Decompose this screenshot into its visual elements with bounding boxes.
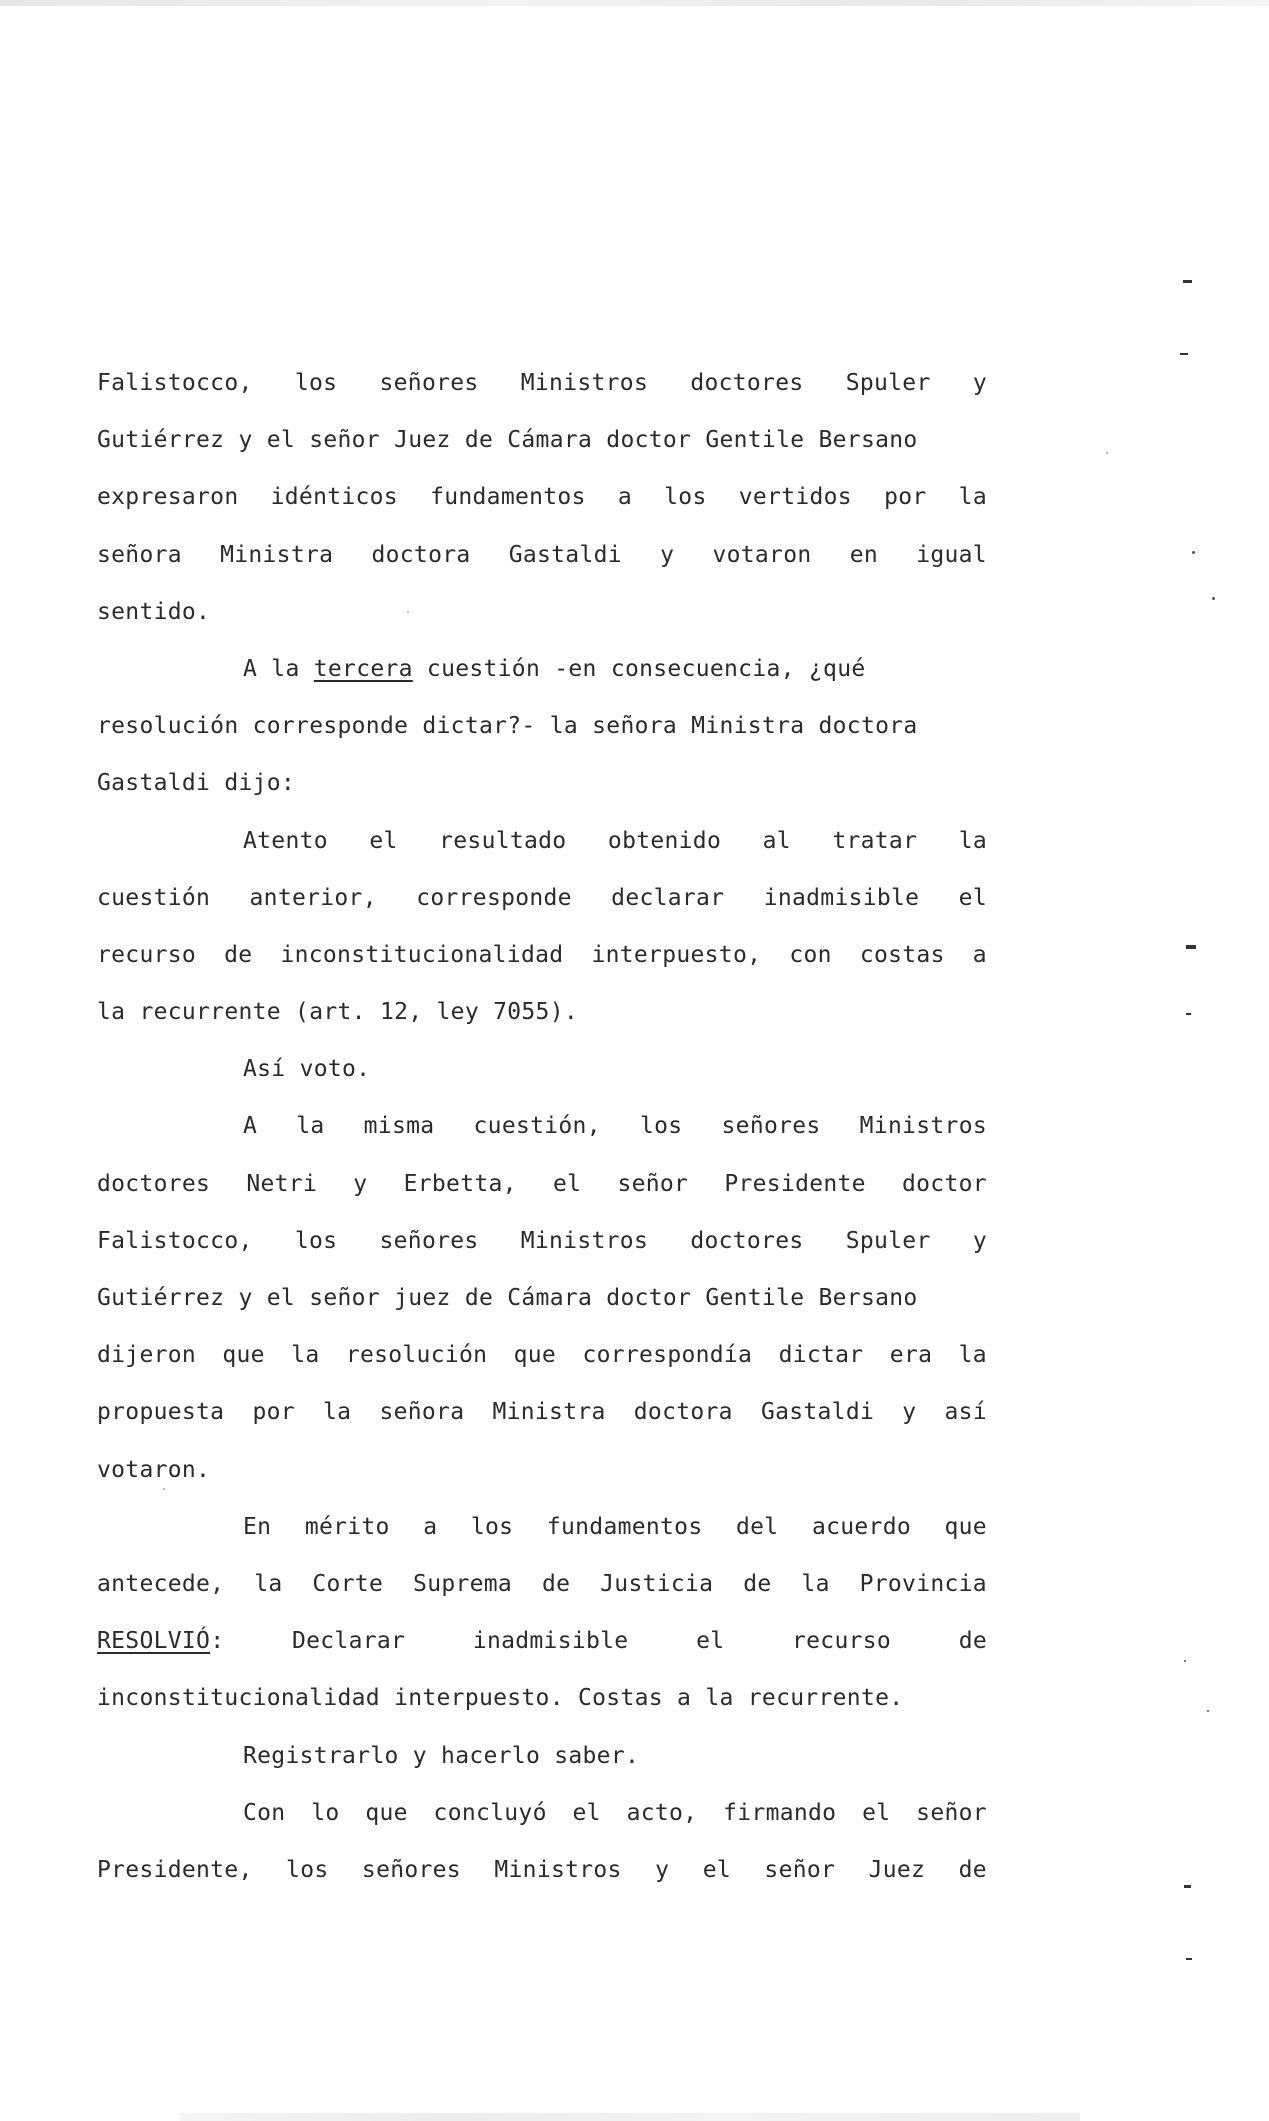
word: recurso [97,941,197,968]
word: la [323,1399,352,1426]
margin-mark [1186,945,1196,949]
word: propuesta [97,1399,225,1426]
body-line: la recurrente (art. 12, ley 7055). [97,999,579,1026]
word: acuerdo [811,1513,911,1540]
word: Ministros [520,370,649,396]
word: Ministra [220,541,334,568]
word: que [513,1342,557,1369]
word: y [972,1227,987,1254]
word: Falistocco, [97,1227,253,1254]
word: Ministra [492,1399,606,1426]
word: fundamentos [546,1513,703,1540]
word: inconstitucionalidad [280,941,564,968]
word: Falistocco, [97,370,253,396]
margin-dot [1106,452,1108,454]
word: a [617,484,633,511]
word: idénticos [270,484,398,511]
word: que [365,1799,408,1826]
body-line: votaron. [97,1456,211,1483]
margin-dot [1184,1660,1186,1662]
word: así [944,1399,987,1426]
word: doctores [690,370,804,396]
margin-dot [1212,597,1215,600]
body-line [97,527,987,584]
word: era [889,1342,933,1369]
word: Juez [868,1856,926,1883]
word: interpuesto, [591,941,762,968]
word: correspondía [582,1342,753,1369]
word: y [902,1399,917,1426]
body-line [97,927,987,984]
word: señores [721,1113,821,1140]
word: por [884,484,927,511]
body-text: cuestión -en consecuencia, ¿qué [412,655,866,682]
word: vertidos [738,484,852,511]
word: fundamentos [430,484,586,511]
resolvio-group [97,1613,224,1670]
word: la [801,1570,830,1597]
word: acto, [626,1799,698,1826]
word: firmando [723,1799,837,1826]
word: Gastaldi [760,1399,875,1426]
word: y [655,1856,670,1883]
word: señor [764,1856,836,1883]
body-line [97,1842,987,1899]
body-line [97,870,987,927]
word: que [944,1513,987,1540]
word: cuestión, [473,1113,601,1140]
word: corresponde [416,884,572,911]
body-line [97,641,987,698]
margin-dot [163,1488,165,1490]
word: señores [361,1856,461,1883]
word: mérito [304,1513,390,1540]
word: Presidente, [97,1856,253,1883]
body-line: Gutiérrez y el señor Juez de Cámara doctor Gentile Bersano [97,427,918,454]
word: de [958,1628,987,1655]
word: y [353,1170,368,1197]
word: Ministros [494,1856,622,1883]
word: el [862,1799,891,1826]
word: declarar [611,884,725,911]
body-line: Así voto. [243,1056,371,1083]
word: doctora [371,541,471,568]
word: señores [379,1227,479,1254]
word: la [958,484,987,511]
word: votaron [712,541,812,568]
word: los [639,1113,683,1140]
word: doctora [633,1399,733,1426]
word: los [470,1513,514,1540]
word: el [572,1799,601,1826]
word: de [541,1570,571,1597]
word: inadmisible [472,1628,629,1655]
word: que [222,1342,265,1369]
word: resultado [439,827,567,854]
word: cuestión [97,884,211,911]
word: dictar [778,1342,864,1369]
margin-mark [1183,280,1192,283]
body-line [97,1213,987,1270]
word: obtenido [607,827,722,854]
word: el [958,884,987,911]
word: a [423,1513,438,1540]
underlined-word-resolvio: RESOLVIÓ [97,1628,211,1655]
margin-mark [1186,1958,1192,1960]
word: Suprema [413,1570,513,1597]
body-line [97,1327,987,1384]
word: : [210,1628,225,1655]
body-line: Gastaldi dijo: [97,770,296,797]
body-line [97,1098,987,1155]
word: señores [379,370,479,396]
word: Erbetta, [403,1170,517,1197]
word: recurso [792,1628,892,1655]
word: expresaron [97,484,239,511]
word: en [849,541,878,568]
word: costas [859,941,945,968]
word: señor [916,1799,987,1826]
word: y [660,541,675,568]
word: Provincia [859,1570,987,1597]
margin-dot [407,611,409,613]
word: Ministros [859,1113,987,1140]
scan-edge-bottom [180,2113,1080,2121]
body-line [97,1384,987,1441]
margin-mark [1180,353,1188,355]
body-line [97,1785,987,1842]
body-line [97,813,987,870]
word: señora [379,1399,465,1426]
word: Atento [243,827,328,854]
word: anterior, [249,884,377,911]
word: dijeron [97,1342,197,1369]
word: doctores [97,1170,211,1197]
scan-edge-top [0,0,1269,6]
underlined-word-tercera: tercera [313,655,413,682]
word: los [664,484,707,511]
word: Ministros [520,1227,649,1254]
word: señor [617,1170,689,1197]
word: antecede, [97,1570,225,1597]
body-line [97,1499,987,1556]
word: la [296,1113,325,1140]
margin-mark [1186,1013,1191,1015]
word: por [252,1399,295,1426]
word: la [958,1342,987,1369]
word: En [243,1513,272,1540]
word: A [243,1113,258,1140]
word: la [254,1570,283,1597]
word: Netri [246,1170,318,1197]
word: inadmisible [763,884,920,911]
word: de [958,1856,987,1883]
word: tratar [832,827,918,854]
margin-mark [1184,1885,1191,1888]
document-body [97,355,987,1899]
word: a [972,941,987,968]
word: con [789,941,832,968]
word: Gastaldi [508,541,622,568]
body-line: sentido. [97,598,211,625]
word: doctor [902,1170,987,1197]
word: Declarar [291,1628,406,1655]
word: Spuler [845,1227,931,1254]
body-line [97,469,987,526]
word: misma [363,1113,435,1140]
word: concluyó [433,1799,547,1826]
word: los [294,370,338,396]
word: y [972,370,987,396]
body-line [97,1156,987,1213]
word: al [762,827,791,854]
word: los [294,1227,338,1254]
body-line [97,355,987,412]
word: doctores [690,1227,804,1254]
word: Presidente [724,1170,866,1197]
word: de [743,1570,772,1597]
body-line: Gutiérrez y el señor juez de Cámara doctor Gentile Bersano [97,1285,918,1311]
body-line: resolución corresponde dictar?- la señora Ministra doctora [97,713,918,740]
margin-dot [1192,551,1195,554]
word: el [696,1628,725,1655]
word: el [369,827,398,854]
word: Corte [312,1570,384,1597]
word: Justicia [600,1570,714,1597]
word: señora [97,541,182,568]
word: los [286,1856,329,1883]
word: el [552,1170,582,1197]
body-text: A la [243,655,314,682]
body-line: inconstitucionalidad interpuesto. Costas a la recurrente. [97,1685,904,1712]
word: lo [311,1799,340,1826]
word: el [702,1856,731,1883]
word: del [736,1513,779,1540]
word: igual [916,541,987,568]
word: Con [243,1799,286,1826]
word: la [958,827,987,854]
margin-dot [1207,1710,1209,1712]
word: de [224,941,253,968]
body-line-resolvio [97,1613,987,1670]
word: resolución [345,1342,488,1369]
word: Spuler [845,370,931,396]
body-line [97,1556,987,1613]
word: la [291,1342,320,1369]
body-line: Registrarlo y hacerlo saber. [243,1742,640,1769]
